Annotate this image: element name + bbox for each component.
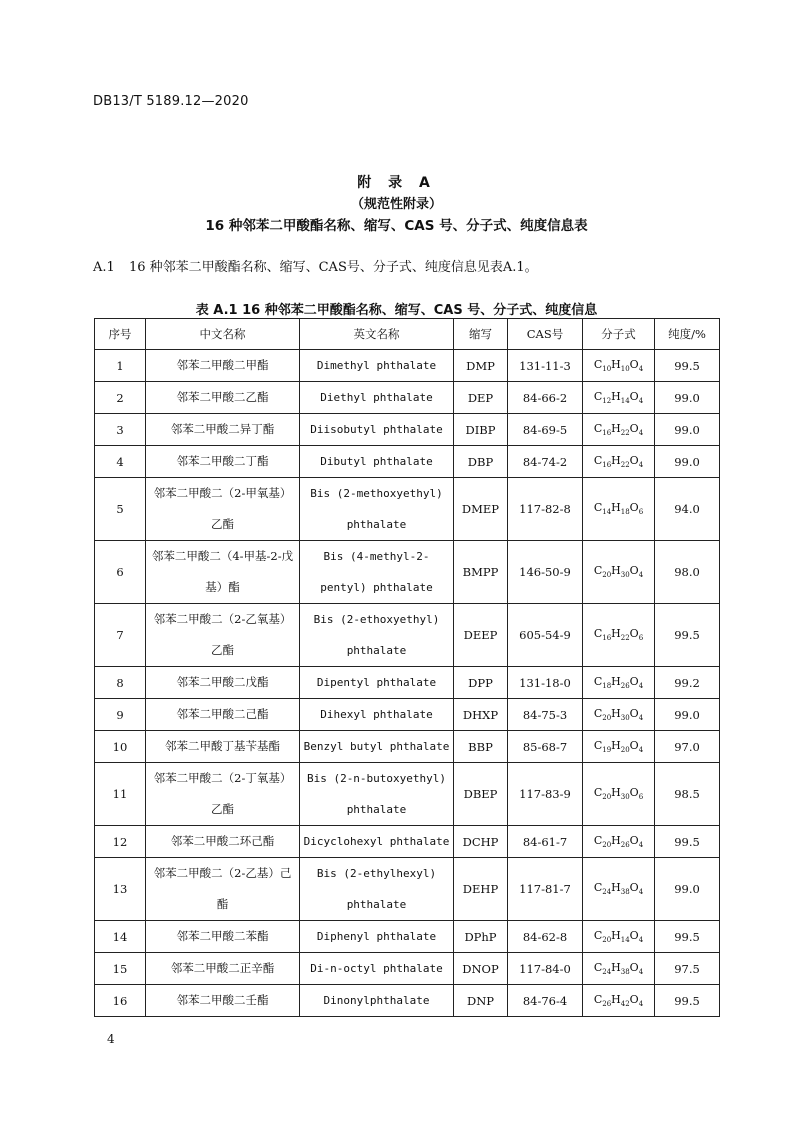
formula-element: C	[593, 960, 603, 974]
cell-abbr: DNP	[454, 985, 508, 1017]
formula-element: C	[593, 501, 603, 515]
cell-abbr: DCHP	[454, 826, 508, 858]
cell-purity: 99.5	[655, 826, 720, 858]
cell-purity: 97.0	[655, 731, 720, 763]
formula-count: 18	[602, 682, 612, 691]
formula-count: 4	[638, 1000, 644, 1009]
clause-number: A.1	[93, 260, 115, 275]
cell-cas: 84-62-8	[508, 921, 583, 953]
formula-element: C	[593, 833, 603, 847]
cell-formula	[583, 731, 655, 763]
formula-count: 14	[620, 936, 630, 945]
cell-cn-name: 邻苯二甲酸丁基苄基酯	[146, 731, 300, 763]
header-formula: 分子式	[583, 319, 655, 350]
formula-count: 4	[638, 888, 644, 897]
cell-purity: 99.5	[655, 604, 720, 667]
appendix-subtitle: （规范性附录）	[350, 197, 442, 212]
cell-en-name: Bis (2-methoxyethyl) phthalate	[300, 478, 454, 541]
formula-element: C	[593, 738, 603, 752]
cell-cas: 84-61-7	[508, 826, 583, 858]
cell-purity: 97.5	[655, 953, 720, 985]
cell-cas: 84-76-4	[508, 985, 583, 1017]
formula-count: 4	[638, 461, 644, 470]
appendix-name: 16 种邻苯二甲酸酯名称、缩写、CAS 号、分子式、纯度信息表	[205, 218, 588, 234]
formula-element: H	[611, 421, 621, 435]
formula-element: H	[611, 564, 621, 578]
cell-seq: 14	[95, 921, 146, 953]
phthalate-table	[94, 318, 720, 1017]
formula-count: 4	[638, 841, 644, 850]
cell-abbr: DBEP	[454, 763, 508, 826]
cell-seq: 15	[95, 953, 146, 985]
formula-element: O	[629, 674, 639, 688]
table-row	[95, 953, 720, 985]
table-row	[95, 541, 720, 604]
formula-count: 42	[620, 1000, 630, 1009]
cell-cn-name: 邻苯二甲酸二正辛酯	[146, 953, 300, 985]
formula-element: O	[629, 627, 639, 641]
formula-element: O	[629, 421, 639, 435]
formula-element: C	[593, 389, 603, 403]
formula-count: 4	[638, 365, 644, 374]
formula-element: H	[611, 786, 621, 800]
formula-element: H	[611, 453, 621, 467]
cell-abbr: DHXP	[454, 699, 508, 731]
formula-count: 26	[602, 1000, 612, 1009]
cell-abbr: DEEP	[454, 604, 508, 667]
cell-en-name: Dinonylphthalate	[300, 985, 454, 1017]
cell-en-name: Diphenyl phthalate	[300, 921, 454, 953]
formula-count: 24	[602, 888, 612, 897]
cell-seq: 13	[95, 858, 146, 921]
cell-formula	[583, 604, 655, 667]
formula-count: 26	[620, 682, 630, 691]
formula-count: 14	[602, 508, 612, 517]
formula-element: H	[611, 881, 621, 895]
appendix-title: 附 录 A	[357, 175, 436, 191]
cell-abbr: DMEP	[454, 478, 508, 541]
formula-count: 20	[602, 841, 612, 850]
table-caption: 表 A.1 16 种邻苯二甲酸酯名称、缩写、CAS 号、分子式、纯度信息	[195, 303, 598, 318]
cell-seq: 6	[95, 541, 146, 604]
formula-count: 20	[602, 936, 612, 945]
formula-count: 4	[638, 936, 644, 945]
header-seq: 序号	[95, 319, 146, 350]
cell-abbr: BBP	[454, 731, 508, 763]
header-abbr: 缩写	[454, 319, 508, 350]
cell-cn-name: 邻苯二甲酸二丁酯	[146, 446, 300, 478]
cell-cas: 85-68-7	[508, 731, 583, 763]
formula-element: O	[629, 833, 639, 847]
cell-formula	[583, 350, 655, 382]
formula-element: C	[593, 706, 603, 720]
formula-element: C	[593, 674, 603, 688]
formula-element: O	[629, 564, 639, 578]
formula-count: 18	[620, 508, 630, 517]
cell-formula	[583, 541, 655, 604]
formula-count: 38	[620, 968, 630, 977]
formula-count: 16	[602, 461, 612, 470]
formula-element: H	[611, 928, 621, 942]
formula-element: H	[611, 674, 621, 688]
formula-element: H	[611, 706, 621, 720]
cell-cas: 84-75-3	[508, 699, 583, 731]
cell-formula	[583, 826, 655, 858]
formula-element: O	[629, 928, 639, 942]
cell-purity: 98.5	[655, 763, 720, 826]
formula-count: 6	[638, 793, 644, 802]
cell-cn-name: 邻苯二甲酸二甲酯	[146, 350, 300, 382]
cell-seq: 5	[95, 478, 146, 541]
cell-cn-name: 邻苯二甲酸二（2-甲氧基）乙酯	[146, 478, 300, 541]
cell-purity: 94.0	[655, 478, 720, 541]
cell-cas: 84-66-2	[508, 382, 583, 414]
cell-seq: 9	[95, 699, 146, 731]
table-row	[95, 604, 720, 667]
formula-element: O	[629, 881, 639, 895]
page-number: 4	[107, 1032, 115, 1046]
cell-en-name: Dipentyl phthalate	[300, 667, 454, 699]
cell-seq: 2	[95, 382, 146, 414]
cell-en-name: Bis (4-methyl-2-pentyl) phthalate	[300, 541, 454, 604]
formula-count: 14	[620, 397, 630, 406]
cell-en-name: Bis (2-ethoxyethyl) phthalate	[300, 604, 454, 667]
formula-element: H	[611, 992, 621, 1006]
cell-cn-name: 邻苯二甲酸二（4-甲基-2-戊基）酯	[146, 541, 300, 604]
formula-element: O	[629, 992, 639, 1006]
cell-purity: 99.2	[655, 667, 720, 699]
formula-count: 30	[620, 714, 630, 723]
cell-abbr: BMPP	[454, 541, 508, 604]
formula-count: 24	[602, 968, 612, 977]
formula-element: C	[593, 421, 603, 435]
cell-abbr: DMP	[454, 350, 508, 382]
formula-count: 4	[638, 397, 644, 406]
cell-cn-name: 邻苯二甲酸二壬酯	[146, 985, 300, 1017]
cell-abbr: DEP	[454, 382, 508, 414]
formula-count: 38	[620, 888, 630, 897]
formula-count: 30	[620, 571, 630, 580]
cell-cas: 131-11-3	[508, 350, 583, 382]
cell-en-name: Dimethyl phthalate	[300, 350, 454, 382]
formula-count: 16	[602, 634, 612, 643]
cell-seq: 8	[95, 667, 146, 699]
cell-en-name: Benzyl butyl phthalate	[300, 731, 454, 763]
cell-seq: 7	[95, 604, 146, 667]
cell-formula	[583, 858, 655, 921]
cell-cas: 146-50-9	[508, 541, 583, 604]
cell-seq: 4	[95, 446, 146, 478]
cell-abbr: DNOP	[454, 953, 508, 985]
formula-count: 20	[602, 793, 612, 802]
formula-count: 10	[602, 365, 612, 374]
formula-element: O	[629, 786, 639, 800]
formula-element: O	[629, 389, 639, 403]
formula-element: O	[629, 357, 639, 371]
formula-element: H	[611, 738, 621, 752]
formula-count: 10	[620, 365, 630, 374]
formula-count: 16	[602, 429, 612, 438]
cell-abbr: DPP	[454, 667, 508, 699]
cell-cn-name: 邻苯二甲酸二苯酯	[146, 921, 300, 953]
table-row	[95, 921, 720, 953]
cell-formula	[583, 763, 655, 826]
formula-element: H	[611, 389, 621, 403]
cell-en-name: Di-n-octyl phthalate	[300, 953, 454, 985]
cell-formula	[583, 953, 655, 985]
formula-count: 20	[602, 714, 612, 723]
cell-cn-name: 邻苯二甲酸二（2-乙氧基）乙酯	[146, 604, 300, 667]
cell-purity: 99.5	[655, 985, 720, 1017]
cell-cn-name: 邻苯二甲酸二己酯	[146, 699, 300, 731]
cell-en-name: Bis (2-ethylhexyl) phthalate	[300, 858, 454, 921]
formula-count: 4	[638, 429, 644, 438]
cell-seq: 11	[95, 763, 146, 826]
table-row	[95, 446, 720, 478]
formula-element: O	[629, 706, 639, 720]
cell-formula	[583, 985, 655, 1017]
cell-en-name: Dihexyl phthalate	[300, 699, 454, 731]
cell-abbr: DIBP	[454, 414, 508, 446]
formula-element: C	[593, 881, 603, 895]
formula-count: 26	[620, 841, 630, 850]
header-cn-name: 中文名称	[146, 319, 300, 350]
cell-en-name: Diethyl phthalate	[300, 382, 454, 414]
formula-count: 4	[638, 682, 644, 691]
table-row	[95, 858, 720, 921]
cell-cas: 117-81-7	[508, 858, 583, 921]
formula-count: 4	[638, 968, 644, 977]
cell-en-name: Dicyclohexyl phthalate	[300, 826, 454, 858]
cell-formula	[583, 478, 655, 541]
formula-element: C	[593, 564, 603, 578]
table-row	[95, 382, 720, 414]
formula-element: H	[611, 627, 621, 641]
cell-cas: 117-84-0	[508, 953, 583, 985]
cell-en-name: Bis (2-n-butoxyethyl) phthalate	[300, 763, 454, 826]
cell-purity: 99.0	[655, 414, 720, 446]
cell-seq: 10	[95, 731, 146, 763]
cell-abbr: DBP	[454, 446, 508, 478]
cell-seq: 16	[95, 985, 146, 1017]
cell-en-name: Diisobutyl phthalate	[300, 414, 454, 446]
cell-cas: 84-69-5	[508, 414, 583, 446]
table-row	[95, 667, 720, 699]
cell-formula	[583, 699, 655, 731]
table-row	[95, 731, 720, 763]
cell-cn-name: 邻苯二甲酸二（2-丁氧基）乙酯	[146, 763, 300, 826]
formula-count: 6	[638, 634, 644, 643]
cell-purity: 98.0	[655, 541, 720, 604]
formula-count: 6	[638, 508, 644, 517]
document-code: DB13/T 5189.12—2020	[93, 94, 249, 109]
cell-cn-name: 邻苯二甲酸二环己酯	[146, 826, 300, 858]
formula-element: C	[593, 627, 603, 641]
cell-cas: 117-82-8	[508, 478, 583, 541]
cell-purity: 99.0	[655, 446, 720, 478]
cell-purity: 99.5	[655, 921, 720, 953]
cell-formula	[583, 667, 655, 699]
table-row	[95, 763, 720, 826]
formula-element: C	[593, 357, 603, 371]
formula-element: O	[629, 960, 639, 974]
formula-element: H	[611, 960, 621, 974]
formula-element: H	[611, 501, 621, 515]
cell-cn-name: 邻苯二甲酸二（2-乙基）己酯	[146, 858, 300, 921]
cell-cas: 605-54-9	[508, 604, 583, 667]
formula-count: 30	[620, 793, 630, 802]
cell-seq: 1	[95, 350, 146, 382]
table-row	[95, 699, 720, 731]
header-cas: CAS号	[508, 319, 583, 350]
clause-a1	[93, 256, 538, 275]
table-body	[95, 350, 720, 1017]
formula-element: C	[593, 786, 603, 800]
cell-cas: 84-74-2	[508, 446, 583, 478]
cell-abbr: DEHP	[454, 858, 508, 921]
table-row	[95, 478, 720, 541]
formula-element: O	[629, 453, 639, 467]
formula-element: H	[611, 357, 621, 371]
table-row	[95, 985, 720, 1017]
cell-seq: 12	[95, 826, 146, 858]
formula-count: 20	[620, 746, 630, 755]
clause-text: 16 种邻苯二甲酸酯名称、缩写、CAS号、分子式、纯度信息见表A.1。	[128, 260, 538, 275]
formula-count: 20	[602, 571, 612, 580]
cell-en-name: Dibutyl phthalate	[300, 446, 454, 478]
header-purity: 纯度/%	[655, 319, 720, 350]
table-row	[95, 350, 720, 382]
formula-count: 22	[620, 429, 630, 438]
cell-seq: 3	[95, 414, 146, 446]
cell-cn-name: 邻苯二甲酸二乙酯	[146, 382, 300, 414]
cell-formula	[583, 921, 655, 953]
cell-cas: 131-18-0	[508, 667, 583, 699]
formula-element: C	[593, 928, 603, 942]
cell-cas: 117-83-9	[508, 763, 583, 826]
cell-cn-name: 邻苯二甲酸二戊酯	[146, 667, 300, 699]
formula-count: 4	[638, 746, 644, 755]
formula-element: O	[629, 738, 639, 752]
cell-purity: 99.0	[655, 699, 720, 731]
cell-formula	[583, 382, 655, 414]
formula-element: C	[593, 992, 603, 1006]
cell-formula	[583, 446, 655, 478]
formula-element: H	[611, 833, 621, 847]
formula-count: 4	[638, 571, 644, 580]
cell-purity: 99.5	[655, 350, 720, 382]
header-en-name: 英文名称	[300, 319, 454, 350]
formula-element: O	[629, 501, 639, 515]
cell-cn-name: 邻苯二甲酸二异丁酯	[146, 414, 300, 446]
cell-purity: 99.0	[655, 382, 720, 414]
formula-count: 19	[602, 746, 612, 755]
formula-element: C	[593, 453, 603, 467]
table-header-row	[95, 319, 720, 350]
table-row	[95, 826, 720, 858]
formula-count: 22	[620, 634, 630, 643]
formula-count: 4	[638, 714, 644, 723]
table-row	[95, 414, 720, 446]
formula-count: 22	[620, 461, 630, 470]
cell-abbr: DPhP	[454, 921, 508, 953]
formula-count: 12	[602, 397, 612, 406]
cell-purity: 99.0	[655, 858, 720, 921]
cell-formula	[583, 414, 655, 446]
